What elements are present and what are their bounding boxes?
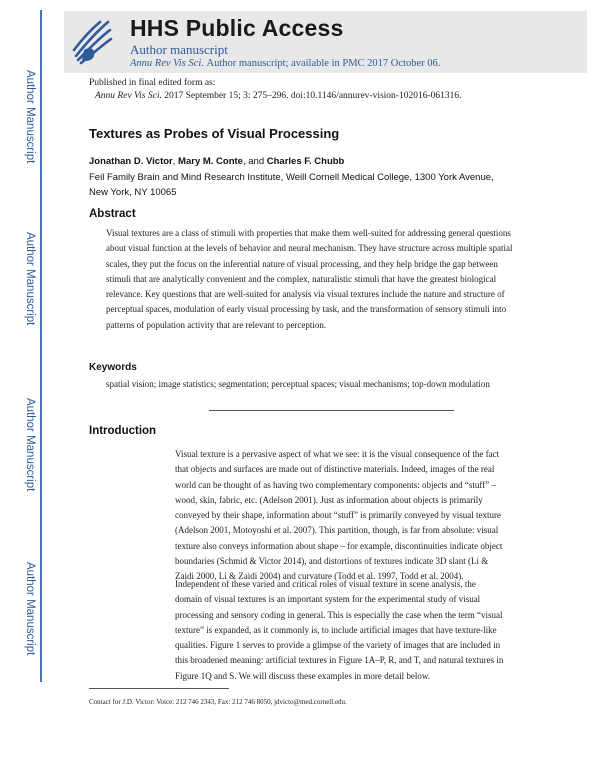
published-label: Published in final edited form as: [89, 78, 216, 88]
author-name: Charles F. Chubb [266, 156, 345, 167]
margin-label: Author Manuscript [24, 562, 36, 656]
contact-footnote: Contact for J.D. Victor: Voice: 212 746 2343, Fax: 212 746 8050, jdvicto@med.cornell.edu. [89, 698, 347, 706]
abstract-text: Visual textures are a class of stimuli with properties that make them well-suited for addressing general questions about visual function at the levels of behavior and neural mechanism. They have structure across multiple spatial scales, they put the focus on the inferential nature of visual processing, and they help bridge the gap between stimuli that are analytically convenient and the complex, naturalistic stimuli that have the greatest biological relevance. Key questions that are well-suited for analysis via visual textures include the nature and structure of perceptual spaces, modulation of early visual processing by task, and the transformation of sensory stimuli into patterns of population activity that are relevant to perception. [106, 228, 513, 330]
author-list: Jonathan D. Victor, Mary M. Conte, and Charles F. Chubb [89, 156, 345, 167]
published-citation: Annu Rev Vis Sci. 2017 September 15; 3: 275–296. doi:10.1146/annurev-vision-102016-061316. [95, 91, 462, 101]
author-name: Jonathan D. Victor [89, 156, 173, 167]
banner-citation: Annu Rev Vis Sci. Author manuscript; available in PMC 2017 October 06. [130, 58, 441, 69]
author-name: Mary M. Conte [178, 156, 243, 167]
keywords-heading: Keywords [89, 362, 137, 373]
footnote-rule [89, 688, 229, 689]
keywords-text: spatial vision; image statistics; segmentation; perceptual spaces; visual mechanisms; top-down modulation [106, 379, 490, 389]
banner-subtitle: Author manuscript [130, 42, 228, 57]
hhs-eagle-logo-icon [70, 16, 114, 66]
article-title: Textures as Probes of Visual Processing [89, 126, 340, 141]
intro-paragraph-2: Independent of these varied and critical roles of visual texture in scene analysis, the domain of visual textures is an important system for the experimental study of visual processing and sensory coding in general. This is especially the case when the term “visual texture” is expanded, as it commonly is, to include artificial images that have texture-like qualities. Figure 1 serves to provide a glimpse of the variety of images that are included in this broadened meaning: artificial textures in Figure 1A–P, R, and T, and natural textures in Figure 1Q and S. We will discuss these examples in more detail below. [175, 579, 504, 681]
margin-label: Author Manuscript [24, 398, 36, 492]
affiliation: Feil Family Brain and Mind Research Institute, Weill Cornell Medical College, 1300 York Avenue, New York, NY 10065 [89, 172, 494, 198]
margin-label: Author Manuscript [24, 70, 36, 164]
section-divider [209, 410, 454, 411]
margin-rule [40, 10, 42, 682]
margin-label: Author Manuscript [24, 232, 36, 326]
introduction-heading: Introduction [89, 425, 157, 437]
banner-title: HHS Public Access [130, 15, 344, 41]
intro-paragraph-1: Visual texture is a pervasive aspect of what we see: it is the visual consequence of the fact that objects and surfaces are made out of distinctive materials. Indeed, images of the real world can be thought of as having two complementary components: objects and “stuff” – wood, skin, fabric, etc. (Adelson 2001). Just as information about objects is primarily conveyed by their shape, information about “stuff” is primarily conveyed by visual texture (Adelson 2001, Motoyoshi et al. 2007). This partition, though, is far from absolute: visual texture also conveys information about shape – for example, discontinuities indicate object boundaries (Schmid & Victor 2014), and distortions of textures indicate 3D slant (Li & Zaidi 2000, Li & Zaidi 2004) and curvature (Todd et al. 1997, Todd et al. 2004). [175, 449, 503, 582]
abstract-heading: Abstract [89, 208, 136, 220]
